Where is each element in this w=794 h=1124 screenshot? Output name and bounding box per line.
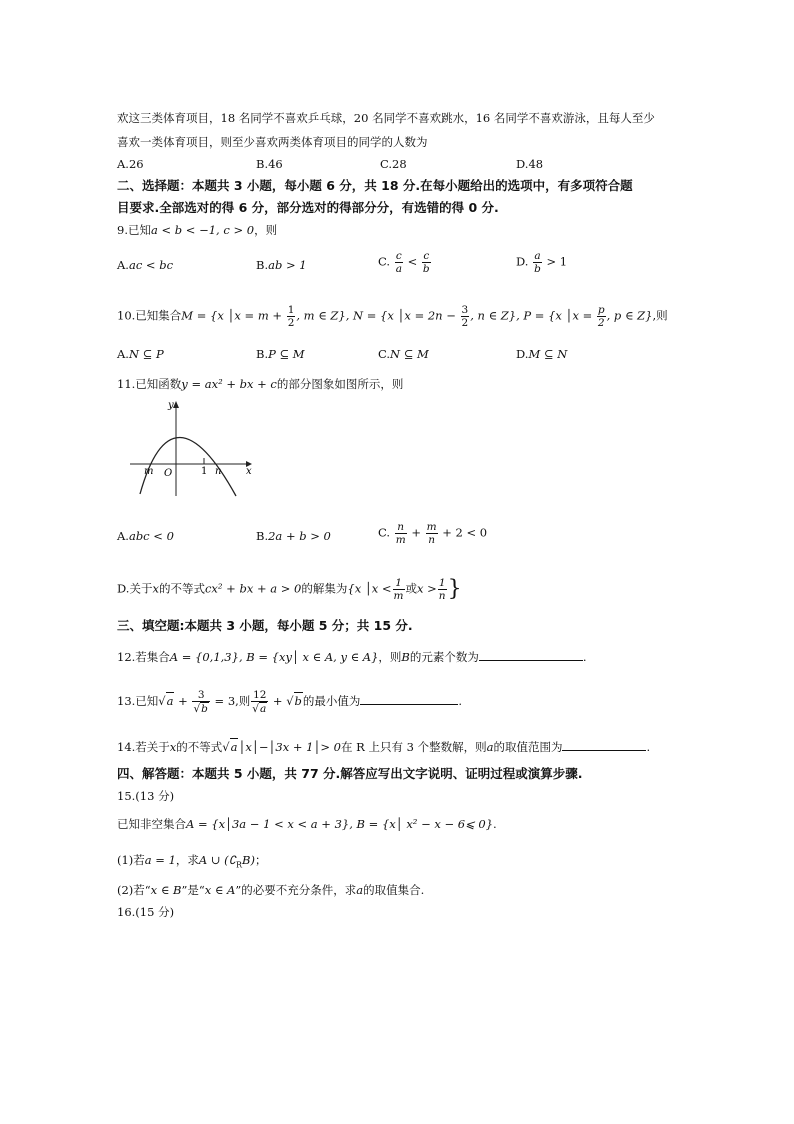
q15-p1-expr2: B) xyxy=(242,853,255,867)
q11-c-tail: + 2 < 0 xyxy=(442,525,488,540)
q11-d-gt: x > xyxy=(417,581,437,596)
q10-option-b xyxy=(256,346,305,362)
q15-p2-e2: x ∈ A xyxy=(204,883,236,897)
q11-c-d2: n xyxy=(428,534,435,546)
option-c: C.28 xyxy=(380,157,407,171)
q10-m-right: , m ∈ Z}, N = {x │x = 2n − xyxy=(296,308,460,323)
q11-d-f2-n: 1 xyxy=(438,577,446,589)
q10-m-frac-n: 1 xyxy=(287,304,295,316)
q13-eq: = 3,则 xyxy=(210,694,251,708)
q10-option-c xyxy=(378,346,429,362)
q9-a-expr: ac < bc xyxy=(128,258,174,272)
q14-tail: 在 R 上只有 3 个整数解，则 xyxy=(340,740,487,754)
q11-function: y = ax² + bx + c xyxy=(181,377,277,391)
q12-expr: A = {0,1,3}, B = {xy│ x ∈ A, y ∈ A} xyxy=(169,650,379,664)
q10-option-a xyxy=(117,346,164,362)
graph-one-label: 1 xyxy=(201,466,208,477)
option-a: A.26 xyxy=(117,157,144,171)
q10-p-frac-n: p xyxy=(597,304,605,316)
q10-d-expr: M ⊆ N xyxy=(528,347,568,361)
q10-stem xyxy=(117,304,668,329)
q9-c-frac-2 xyxy=(422,250,431,275)
q14-tail2: 的取值范围为 xyxy=(493,740,563,754)
q10-a-label: A. xyxy=(117,347,129,361)
q11-option-a xyxy=(117,528,174,544)
q11-c-n1: n xyxy=(395,521,407,534)
q15-end: . xyxy=(493,817,497,831)
option-b: B.46 xyxy=(256,157,283,171)
q11-d-mid: 的不等式 xyxy=(158,581,205,596)
q10-p-right: , p ∈ Z} xyxy=(606,308,653,323)
q10-m-frac xyxy=(287,304,296,329)
q11-stem xyxy=(117,376,403,392)
q13-tail: 的最小值为 xyxy=(302,694,361,708)
q10-d-label: D. xyxy=(516,347,529,361)
q10-n-frac xyxy=(461,304,470,329)
q9-c-d2: b xyxy=(422,263,430,275)
q10-b-label: B. xyxy=(256,347,269,361)
q12-answer-blank[interactable] xyxy=(479,648,583,661)
q10-n-frac-d: 2 xyxy=(461,317,469,329)
q10-m-left: M = {x │x = m + xyxy=(181,308,286,323)
q16-title: 16.(15 分) xyxy=(117,905,175,919)
q14-stem: 14.若关于x的不等式√a│x│−│3x + 1│> 0在 R 上只有 3 个整数解，则a的取值范围为 . xyxy=(117,740,651,754)
graph-origin-label: O xyxy=(164,468,173,479)
q10-m-frac-d: 2 xyxy=(287,317,295,329)
q9-d-op: > 1 xyxy=(546,254,568,269)
q14-prefix: 14.若关于 xyxy=(117,740,170,754)
q9-d-label: D. xyxy=(516,254,529,269)
graph-m-label: m xyxy=(144,466,154,477)
q11-c-n2: m xyxy=(426,521,437,533)
q10-c-expr: N ⊆ M xyxy=(390,347,429,361)
q12-tail: 的元素个数为 xyxy=(409,650,479,664)
q9-c-d1: a xyxy=(395,263,402,275)
y-axis-arrow xyxy=(173,401,179,408)
q15-prefix: 已知非空集合 xyxy=(117,817,186,831)
q15-p2-tail: ”的必要不充分条件，求 xyxy=(235,883,357,897)
q11-d-f2-d: n xyxy=(438,590,446,602)
q11-d-mid2: 的解集为 xyxy=(301,581,348,596)
q15-p1-expr: A ∪ (∁ xyxy=(198,853,236,867)
q15-p2-mid: ”是“ xyxy=(181,883,205,897)
q15-part-2 xyxy=(117,882,424,898)
option-d: D.48 xyxy=(516,157,544,171)
intro-line-2: 喜欢一类体育项目，则至少喜欢两类体育项目的同学的人数为 xyxy=(117,135,428,149)
q10-n-frac-n: 3 xyxy=(461,304,469,316)
q11-d-set-close: } xyxy=(447,576,462,602)
q14-x: x xyxy=(169,740,177,754)
q11-b-expr: 2a + b > 0 xyxy=(268,529,331,543)
q11-c-d1: m xyxy=(395,534,406,546)
section-4-heading: 四、解答题：本题共 5 小题，共 77 分.解答应写出文字说明、证明过程或演算步骤. xyxy=(117,766,583,781)
q10-c-label: C. xyxy=(378,347,391,361)
q9-b-label: B. xyxy=(256,258,269,272)
q11-d-prefix: D.关于 xyxy=(117,581,153,596)
q13-plus: + xyxy=(174,694,192,708)
q11-prefix: 11.已知函数 xyxy=(117,377,182,391)
q10-suffix: ,则 xyxy=(652,308,668,323)
graph-x-label: x xyxy=(246,466,252,477)
q11-c-frac-2 xyxy=(426,521,438,546)
q15-sets: A = {x│3a − 1 < x < a + 3}, B = {x│ x² − x − 6⩽ 0} xyxy=(186,817,494,831)
q9-a-label: A. xyxy=(117,258,129,272)
q9-prefix: 9.已知 xyxy=(117,223,151,237)
q13-sqrt-b: b xyxy=(294,694,302,708)
q13-f-n: 3 xyxy=(192,689,209,702)
q15-stem xyxy=(117,816,497,832)
q12-stem: 12.若集合A = {0,1,3}, B = {xy│ x ∈ A, y ∈ A}，则B的元素个数为 . xyxy=(117,650,587,664)
q14-answer-blank[interactable] xyxy=(562,738,646,751)
q9-suffix: ，则 xyxy=(254,223,278,237)
q11-a-label: A. xyxy=(117,529,129,543)
q11-parabola-graph xyxy=(128,398,258,498)
q12-prefix: 12.若集合 xyxy=(117,650,170,664)
q15-p2-e1: x ∈ B xyxy=(150,883,182,897)
q10-b-expr: P ⊆ M xyxy=(268,347,305,361)
q9-c-frac-1 xyxy=(395,250,403,275)
q11-c-label: C. xyxy=(378,525,391,540)
q11-option-d xyxy=(117,577,462,602)
q15-p1-prefix: (1)若 xyxy=(117,853,145,867)
q11-option-c xyxy=(378,521,487,546)
q9-b-expr: ab > 1 xyxy=(268,258,307,272)
q11-c-frac-1 xyxy=(395,521,407,546)
q14-a: a xyxy=(486,740,494,754)
q11-option-b xyxy=(256,528,331,544)
q15-p1-cond: a = 1 xyxy=(144,853,176,867)
q13-plus2: + xyxy=(269,694,287,708)
q9-option-c xyxy=(378,250,432,275)
q13-sqrt-a: a xyxy=(166,694,174,708)
q15-p1-mid: ，求 xyxy=(175,853,199,867)
q13-g-n: 12 xyxy=(253,689,267,701)
parabola-curve xyxy=(140,437,236,496)
section-2-heading-1: 二、选择题：本题共 3 小题，每小题 6 分，共 18 分.在每小题给出的选项中，有多项符合题 xyxy=(117,178,633,193)
q11-b-label: B. xyxy=(256,529,269,543)
q11-d-set-open: {x │x < xyxy=(347,581,392,596)
q10-a-expr: N ⊆ P xyxy=(128,347,164,361)
intro-line-1: 欢这三类体育项目，18 名同学不喜欢乒乓球，20 名同学不喜欢跳水，16 名同学不喜欢游泳，且每人至少 xyxy=(117,111,655,125)
section-3-heading: 三、填空题:本题共 3 小题，每小题 5 分；共 15 分. xyxy=(117,618,413,633)
q10-n-right: , n ∈ Z}, P = {x │x = xyxy=(470,308,596,323)
q9-c-label: C. xyxy=(378,254,391,269)
q11-d-x: x xyxy=(152,581,159,596)
q13-answer-blank[interactable] xyxy=(360,692,458,705)
q10-option-d xyxy=(516,346,567,362)
q9-condition: a < b < −1, c > 0 xyxy=(150,223,255,237)
q15-p1-sub: R xyxy=(235,860,243,870)
q11-suffix: 的部分图象如图所示，则 xyxy=(276,377,404,391)
q13-frac-2: $\frac{12}{√a}$ xyxy=(252,689,267,715)
q10-prefix: 10.已知集合 xyxy=(117,308,182,323)
section-2-heading-2: 目要求.全部选对的得 6 分，部分选对的得部分分，有选错的得 0 分. xyxy=(117,200,499,215)
q11-c-plus: + xyxy=(411,525,421,540)
q9-option-a xyxy=(117,257,173,273)
q9-c-n1: c xyxy=(395,250,402,262)
q10-p-frac-d: 2 xyxy=(597,317,605,329)
q11-d-frac-1 xyxy=(393,577,405,602)
q11-d-inequality: cx² + bx + a > 0 xyxy=(204,581,302,596)
q15-p2-end: 的取值集合. xyxy=(363,883,425,897)
q10-p-frac xyxy=(597,304,606,329)
q9-option-b xyxy=(256,257,307,273)
q13-stem: 13.已知√a + $\frac{3}{√b}$ = 3,则 $\frac{12}{√a}$ + √b的最小值为 . xyxy=(117,689,463,715)
q15-p2-prefix: (2)若“ xyxy=(117,883,151,897)
q9-stem xyxy=(117,222,277,238)
q15-part-1 xyxy=(117,852,266,873)
q14-sqrt-a: a xyxy=(230,740,238,754)
q13-f-d: b xyxy=(201,703,208,715)
q11-d-frac-2 xyxy=(438,577,447,602)
q9-c-n2: c xyxy=(423,250,430,262)
q11-d-f1-d: m xyxy=(393,590,404,602)
q9-d-d: b xyxy=(534,263,541,275)
q9-c-op: < xyxy=(407,254,418,269)
q9-d-frac xyxy=(533,250,542,275)
graph-n-label: n xyxy=(215,466,222,477)
q11-d-or: 或 xyxy=(405,581,418,596)
q15-p1-end: ； xyxy=(254,853,267,867)
q14-expr: │x│−│3x + 1│> 0 xyxy=(238,740,341,754)
q11-d-f1-n: 1 xyxy=(393,577,405,590)
q12-suffix: ，则 xyxy=(378,650,402,664)
graph-y-label: y xyxy=(168,400,174,411)
q13-prefix: 13.已知 xyxy=(117,694,159,708)
q14-mid: 的不等式 xyxy=(176,740,223,754)
q13-g-d: a xyxy=(260,703,267,715)
q13-frac-1: $\frac{3}{√b}$ xyxy=(193,689,208,715)
q11-a-expr: abc < 0 xyxy=(128,529,174,543)
q9-d-n: a xyxy=(534,250,541,262)
q15-title: 15.(13 分) xyxy=(117,789,175,803)
q15-p2-a: a xyxy=(356,883,364,897)
q9-option-d xyxy=(516,250,567,275)
q12-b: B xyxy=(401,650,410,664)
